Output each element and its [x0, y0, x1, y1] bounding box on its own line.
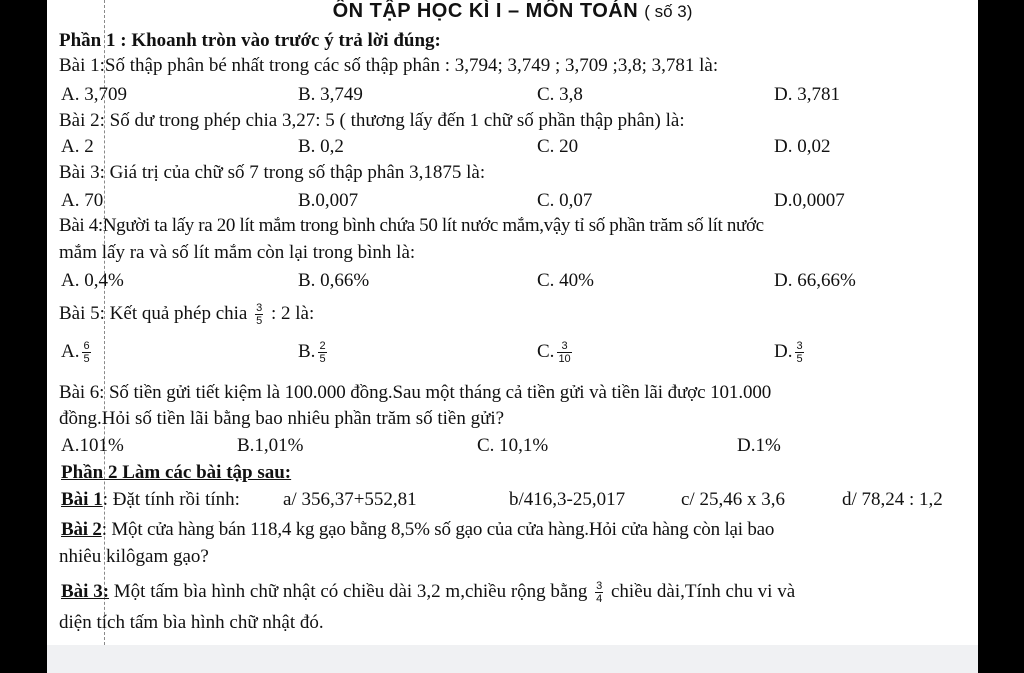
b5-option-b: [298, 340, 330, 365]
b6-question-line2: đồng.Hỏi số tiền lãi bằng bao nhiêu phần trăm số tiền gửi?: [59, 408, 505, 429]
b4-question-line1: Bài 4:Người ta lấy ra 20 lít mắm trong bình chứa 50 lít nước mắm,vậy tỉ số phần trăm số lít nước: [59, 215, 764, 236]
b6-question-line1: Bài 6: Số tiền gửi tiết kiệm là 100.000 đồng.Sau một tháng cả tiền gửi và tiền lãi được 101.000: [59, 382, 772, 403]
b6-option-b: B.1,01%: [237, 435, 304, 456]
b6-option-a: A.101%: [61, 435, 124, 456]
p2-b1: [61, 489, 240, 511]
bottom-band: [47, 645, 978, 673]
b1-option-a: A. 3,709: [61, 84, 127, 105]
b5-b-den: 5: [319, 353, 326, 365]
b5-d-num: 3: [796, 340, 803, 352]
p2-b2-line2: nhiêu kilôgam gạo?: [59, 546, 209, 567]
b5-b-num: 2: [319, 340, 326, 352]
b5-option-a: [61, 340, 94, 365]
b3-question: Bài 3: Giá trị của chữ số 7 trong số thập phân 3,1875 là:: [59, 162, 486, 183]
b6-option-c: C. 10,1%: [477, 435, 549, 456]
b3-option-a: A. 70: [61, 190, 104, 211]
b1-option-c: C. 3,8: [537, 84, 583, 105]
b1-option-d: D. 3,781: [774, 84, 840, 105]
b5-question: [59, 302, 314, 327]
b3-option-c: C. 0,07: [537, 190, 593, 211]
part1-heading: Phần 1 : Khoanh tròn vào trước ý trả lời đúng:: [59, 30, 441, 51]
b4-option-b: B. 0,66%: [298, 270, 370, 291]
p2-b2-line1: [61, 519, 774, 541]
p2-b3-line1: [61, 580, 795, 605]
b5-c-num: 3: [557, 340, 571, 353]
p2-b3-text-post: chiều dài,Tính chu vi và: [606, 580, 796, 602]
b1-question: Bài 1:Số thập phân bé nhất trong các số thập phân : 3,794; 3,749 ; 3,709 ;3,8; 3,781 là:: [59, 55, 719, 76]
b4-question-line2: mắm lấy ra và số lít mắm còn lại trong bình là:: [59, 242, 416, 263]
worksheet-page: [47, 0, 978, 673]
b3-option-b: B.0,007: [298, 190, 359, 211]
p2-b1-c: c/ 25,46 x 3,6: [681, 489, 785, 510]
p2-b1-a: a/ 356,37+552,81: [283, 489, 417, 510]
p2-b3-text-pre: Một tấm bìa hình chữ nhật có chiều dài 3,2 m,chiều rộng bằng: [109, 580, 588, 602]
p2-b2-label: Bài 2: [61, 519, 102, 540]
b5-option-d-label: D.: [774, 340, 793, 362]
b5-option-c-label: C.: [537, 340, 555, 362]
p2-b3-line2: diện tích tấm bìa hình chữ nhật đó.: [59, 612, 324, 633]
b2-question: Bài 2: Số dư trong phép chia 3,27: 5 ( thương lấy đến 1 chữ số phần thập phân) là:: [59, 110, 685, 131]
b5-option-c: [537, 340, 575, 365]
part2-heading: Phần 2 Làm các bài tập sau:: [61, 462, 292, 483]
title-sub: ( số 3): [644, 2, 693, 21]
p2-b2-text1: : Một cửa hàng bán 118,4 kg gạo bằng 8,5% số gạo của cửa hàng.Hỏi cửa hàng còn lại bao: [101, 519, 775, 540]
p2-b3-num: 3: [596, 580, 603, 592]
b5-a-den: 5: [83, 353, 90, 365]
p2-b3-den: 4: [596, 593, 603, 605]
b4-option-d: D. 66,66%: [774, 270, 856, 291]
b2-option-c: C. 20: [537, 136, 579, 157]
b5-a-num: 6: [83, 340, 90, 352]
p2-b3-label: Bài 3:: [61, 580, 110, 602]
p2-b1-b: b/416,3-25,017: [509, 489, 626, 510]
b4-option-a: A. 0,4%: [61, 270, 124, 291]
b5-c-den: 10: [558, 353, 571, 365]
b5-question-end: : 2 là:: [270, 302, 315, 324]
b5-d-den: 5: [796, 353, 803, 365]
b2-option-d: D. 0,02: [774, 136, 831, 157]
b4-option-c: C. 40%: [537, 270, 594, 291]
b5-fraction-num: 3: [256, 302, 263, 314]
b5-fraction: [255, 302, 263, 327]
b6-option-d: D.1%: [737, 435, 781, 456]
p2-b3-fraction: [595, 580, 603, 605]
b2-option-b: B. 0,2: [298, 136, 344, 157]
p2-b1-d: d/ 78,24 : 1,2: [842, 489, 943, 510]
b5-option-d: [774, 340, 807, 365]
b5-question-text: Bài 5: Kết quả phép chia: [59, 302, 248, 324]
b5-fraction-den: 5: [256, 315, 263, 327]
b2-option-a: A. 2: [61, 136, 94, 157]
b3-option-d: D.0,0007: [774, 190, 845, 211]
b5-option-b-label: B.: [298, 340, 316, 362]
page-title: [47, 0, 978, 23]
b1-option-b: B. 3,749: [298, 84, 363, 105]
b5-option-a-label: A.: [61, 340, 80, 362]
title-main: ÔN TẬP HỌC KÌ I – MÔN TOÁN: [332, 0, 639, 22]
p2-b1-text: : Đặt tính rồi tính:: [102, 489, 240, 510]
p2-b1-label: Bài 1: [61, 489, 103, 510]
